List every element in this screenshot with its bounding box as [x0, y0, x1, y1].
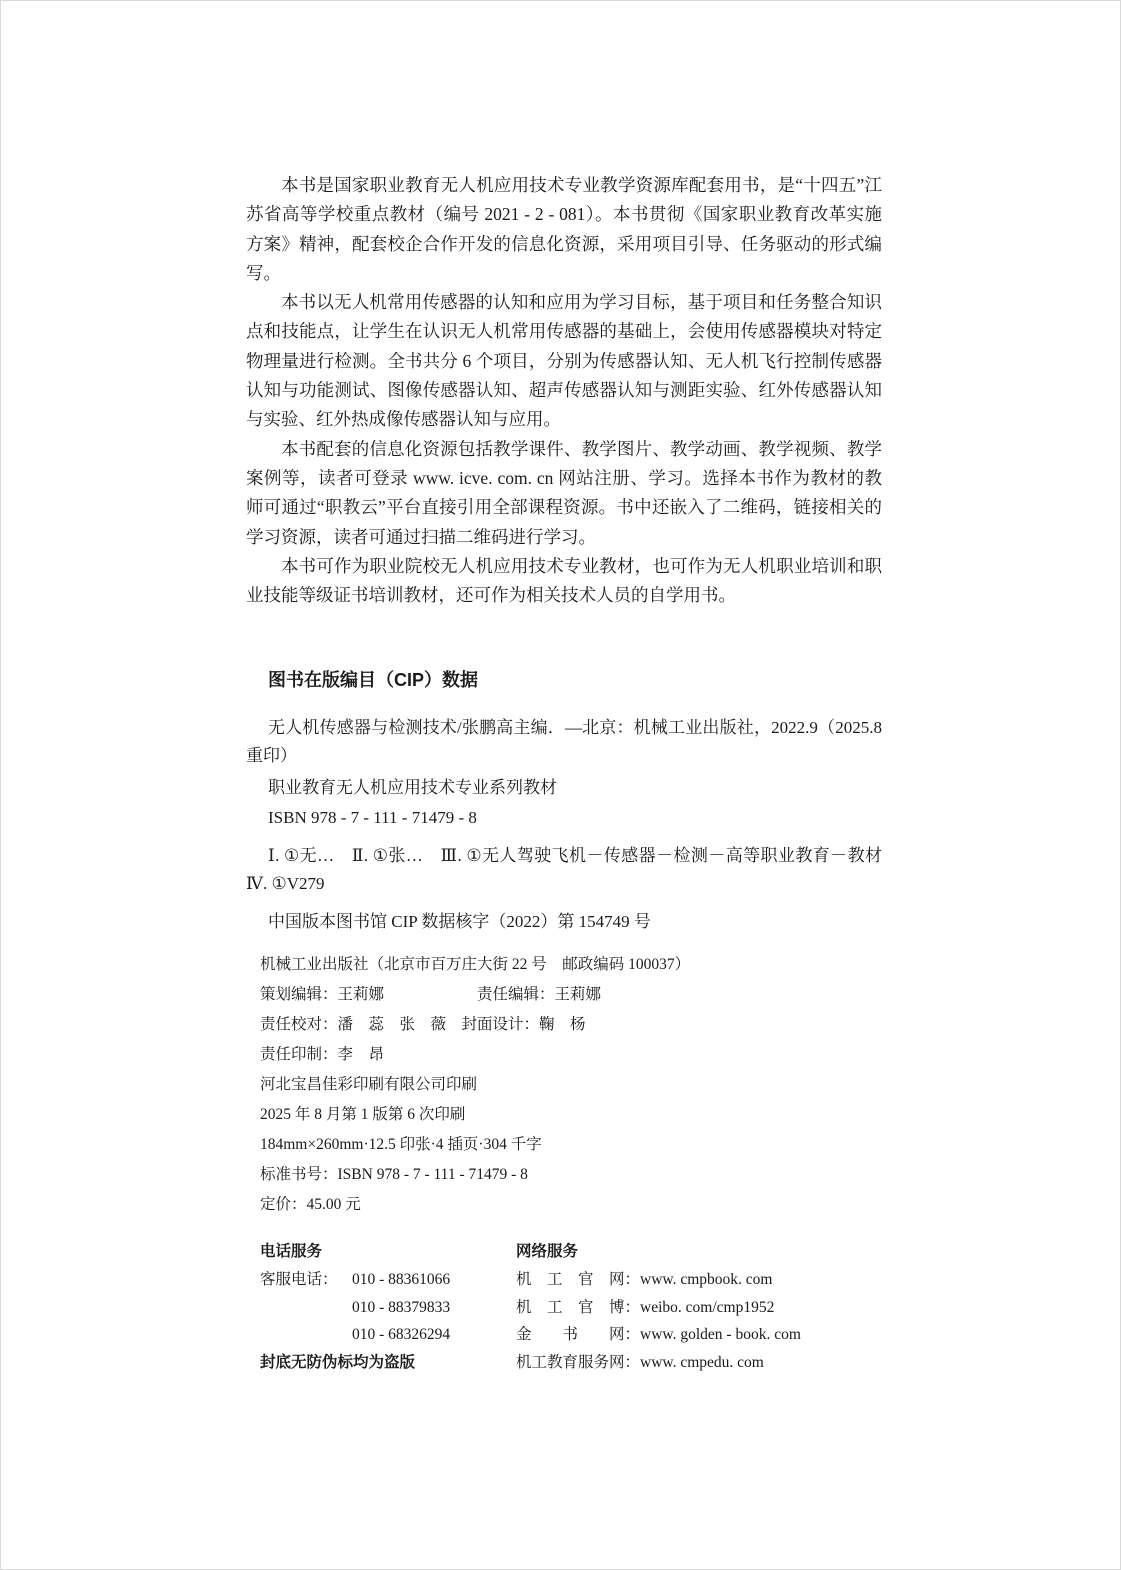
phone-number: 010 - 88379833	[352, 1298, 451, 1316]
services-section	[246, 1238, 882, 1376]
network-row	[516, 1349, 882, 1377]
publisher-line: 河北宝昌佳彩印刷有限公司印刷	[260, 1076, 478, 1094]
network-url: weibo. com/cmp1952	[640, 1298, 775, 1316]
cip-series: 职业教育无人机应用技术专业系列教材	[268, 778, 557, 798]
phone-services-heading: 电话服务	[260, 1243, 323, 1261]
publisher-line: 机械工业出版社（北京市百万庄大街 22 号 邮政编码 100037）	[260, 956, 691, 974]
cip-isbn: ISBN 978 - 7 - 111 - 71479 - 8	[268, 808, 477, 828]
intro-paragraph: 本书可作为职业院校无人机应用技术专业教材，也可作为无人机职业培训和职业技能等级证书培训教材，还可作为相关技术人员的自学用书。	[246, 555, 882, 606]
publisher-line: 2025 年 8 月第 1 版第 6 次印刷	[260, 1106, 466, 1124]
network-url: www. golden - book. com	[640, 1326, 801, 1344]
phone-label	[260, 1321, 352, 1349]
phone-row	[260, 1294, 516, 1322]
network-label: 机 工 官 博：	[516, 1298, 641, 1316]
intro-section	[246, 171, 882, 610]
phone-services-column	[260, 1238, 516, 1376]
cip-record: 中国版本图书馆 CIP 数据核字（2022）第 154749 号	[268, 912, 651, 932]
intro-paragraph: 本书以无人机常用传感器的认知和应用为学习目标，基于项目和任务整合知识点和技能点，让学生在认识无人机常用传感器的基础上，会使用传感器模块对特定物理量进行检测。全书共分 6 个项目，分别为传感器认知、无人机飞行控制传感器认知与功能测试、图像传感器认知、超声传感器认知与测距实验、红外传感器认知与实验、红外热成像传感器认知与应用。	[246, 292, 882, 430]
publisher-line: 184mm×260mm·12.5 印张·4 插页·304 千字	[260, 1136, 542, 1154]
phone-label	[260, 1294, 352, 1322]
network-row	[516, 1294, 882, 1322]
publisher-line: 标准书号：ISBN 978 - 7 - 111 - 71479 - 8	[260, 1166, 528, 1184]
network-services-column	[516, 1238, 882, 1376]
cip-heading: 图书在版编目（CIP）数据	[268, 670, 479, 691]
phone-row	[260, 1321, 516, 1349]
network-row	[516, 1321, 882, 1349]
cip-classification: Ⅰ. ①无… Ⅱ. ①张… Ⅲ. ①无人驾驶飞机－传感器－检测－高等职业教育－教材 Ⅳ. ①V279	[246, 846, 899, 894]
publisher-line: 责任印制：李 昂	[260, 1046, 385, 1064]
network-url: www. cmpbook. com	[640, 1271, 773, 1289]
publisher-line: 策划编辑：王莉娜 责任编辑：王莉娜	[260, 986, 602, 1004]
network-row	[516, 1266, 882, 1294]
intro-paragraph: 本书配套的信息化资源包括教学课件、教学图片、教学动画、教学视频、教学案例等，读者可登录 www. icve. com. cn 网站注册、学习。选择本书作为教材的教师可通过“职教云”平台直接引用全部课程资源。书中还嵌入了二维码，链接相关的学习资源，读者可通过扫描二维码进行学习。	[246, 438, 882, 547]
piracy-notice: 封底无防伪标均为盗版	[260, 1353, 416, 1371]
publisher-info	[246, 950, 882, 1220]
network-url: www. cmpedu. com	[640, 1353, 764, 1371]
phone-number: 010 - 68326294	[352, 1326, 451, 1344]
publisher-line: 责任校对：潘 蕊 张 薇 封面设计：鞠 杨	[260, 1016, 586, 1034]
cip-section	[246, 714, 899, 936]
network-label: 金 书 网：	[516, 1326, 641, 1344]
intro-paragraph: 本书是国家职业教育无人机应用技术专业教学资源库配套用书，是“十四五”江苏省高等学校重点教材（编号 2021 - 2 - 081）。本书贯彻《国家职业教育改革实施方案》精神，配套校企合作开发的信息化资源，采用项目引导、任务驱动的形式编写。	[246, 175, 882, 283]
cip-entry: 无人机传感器与检测技术/张鹏高主编．—北京：机械工业出版社，2022.9（2025.8 重印）	[246, 718, 882, 766]
phone-row	[260, 1266, 516, 1294]
phone-number: 010 - 88361066	[352, 1271, 451, 1289]
network-label: 机工教育服务网：	[516, 1353, 641, 1371]
network-services-heading: 网络服务	[516, 1243, 579, 1261]
phone-label: 客服电话：	[260, 1271, 338, 1289]
network-label: 机 工 官 网：	[516, 1271, 641, 1289]
publisher-line: 定价：45.00 元	[260, 1196, 361, 1214]
